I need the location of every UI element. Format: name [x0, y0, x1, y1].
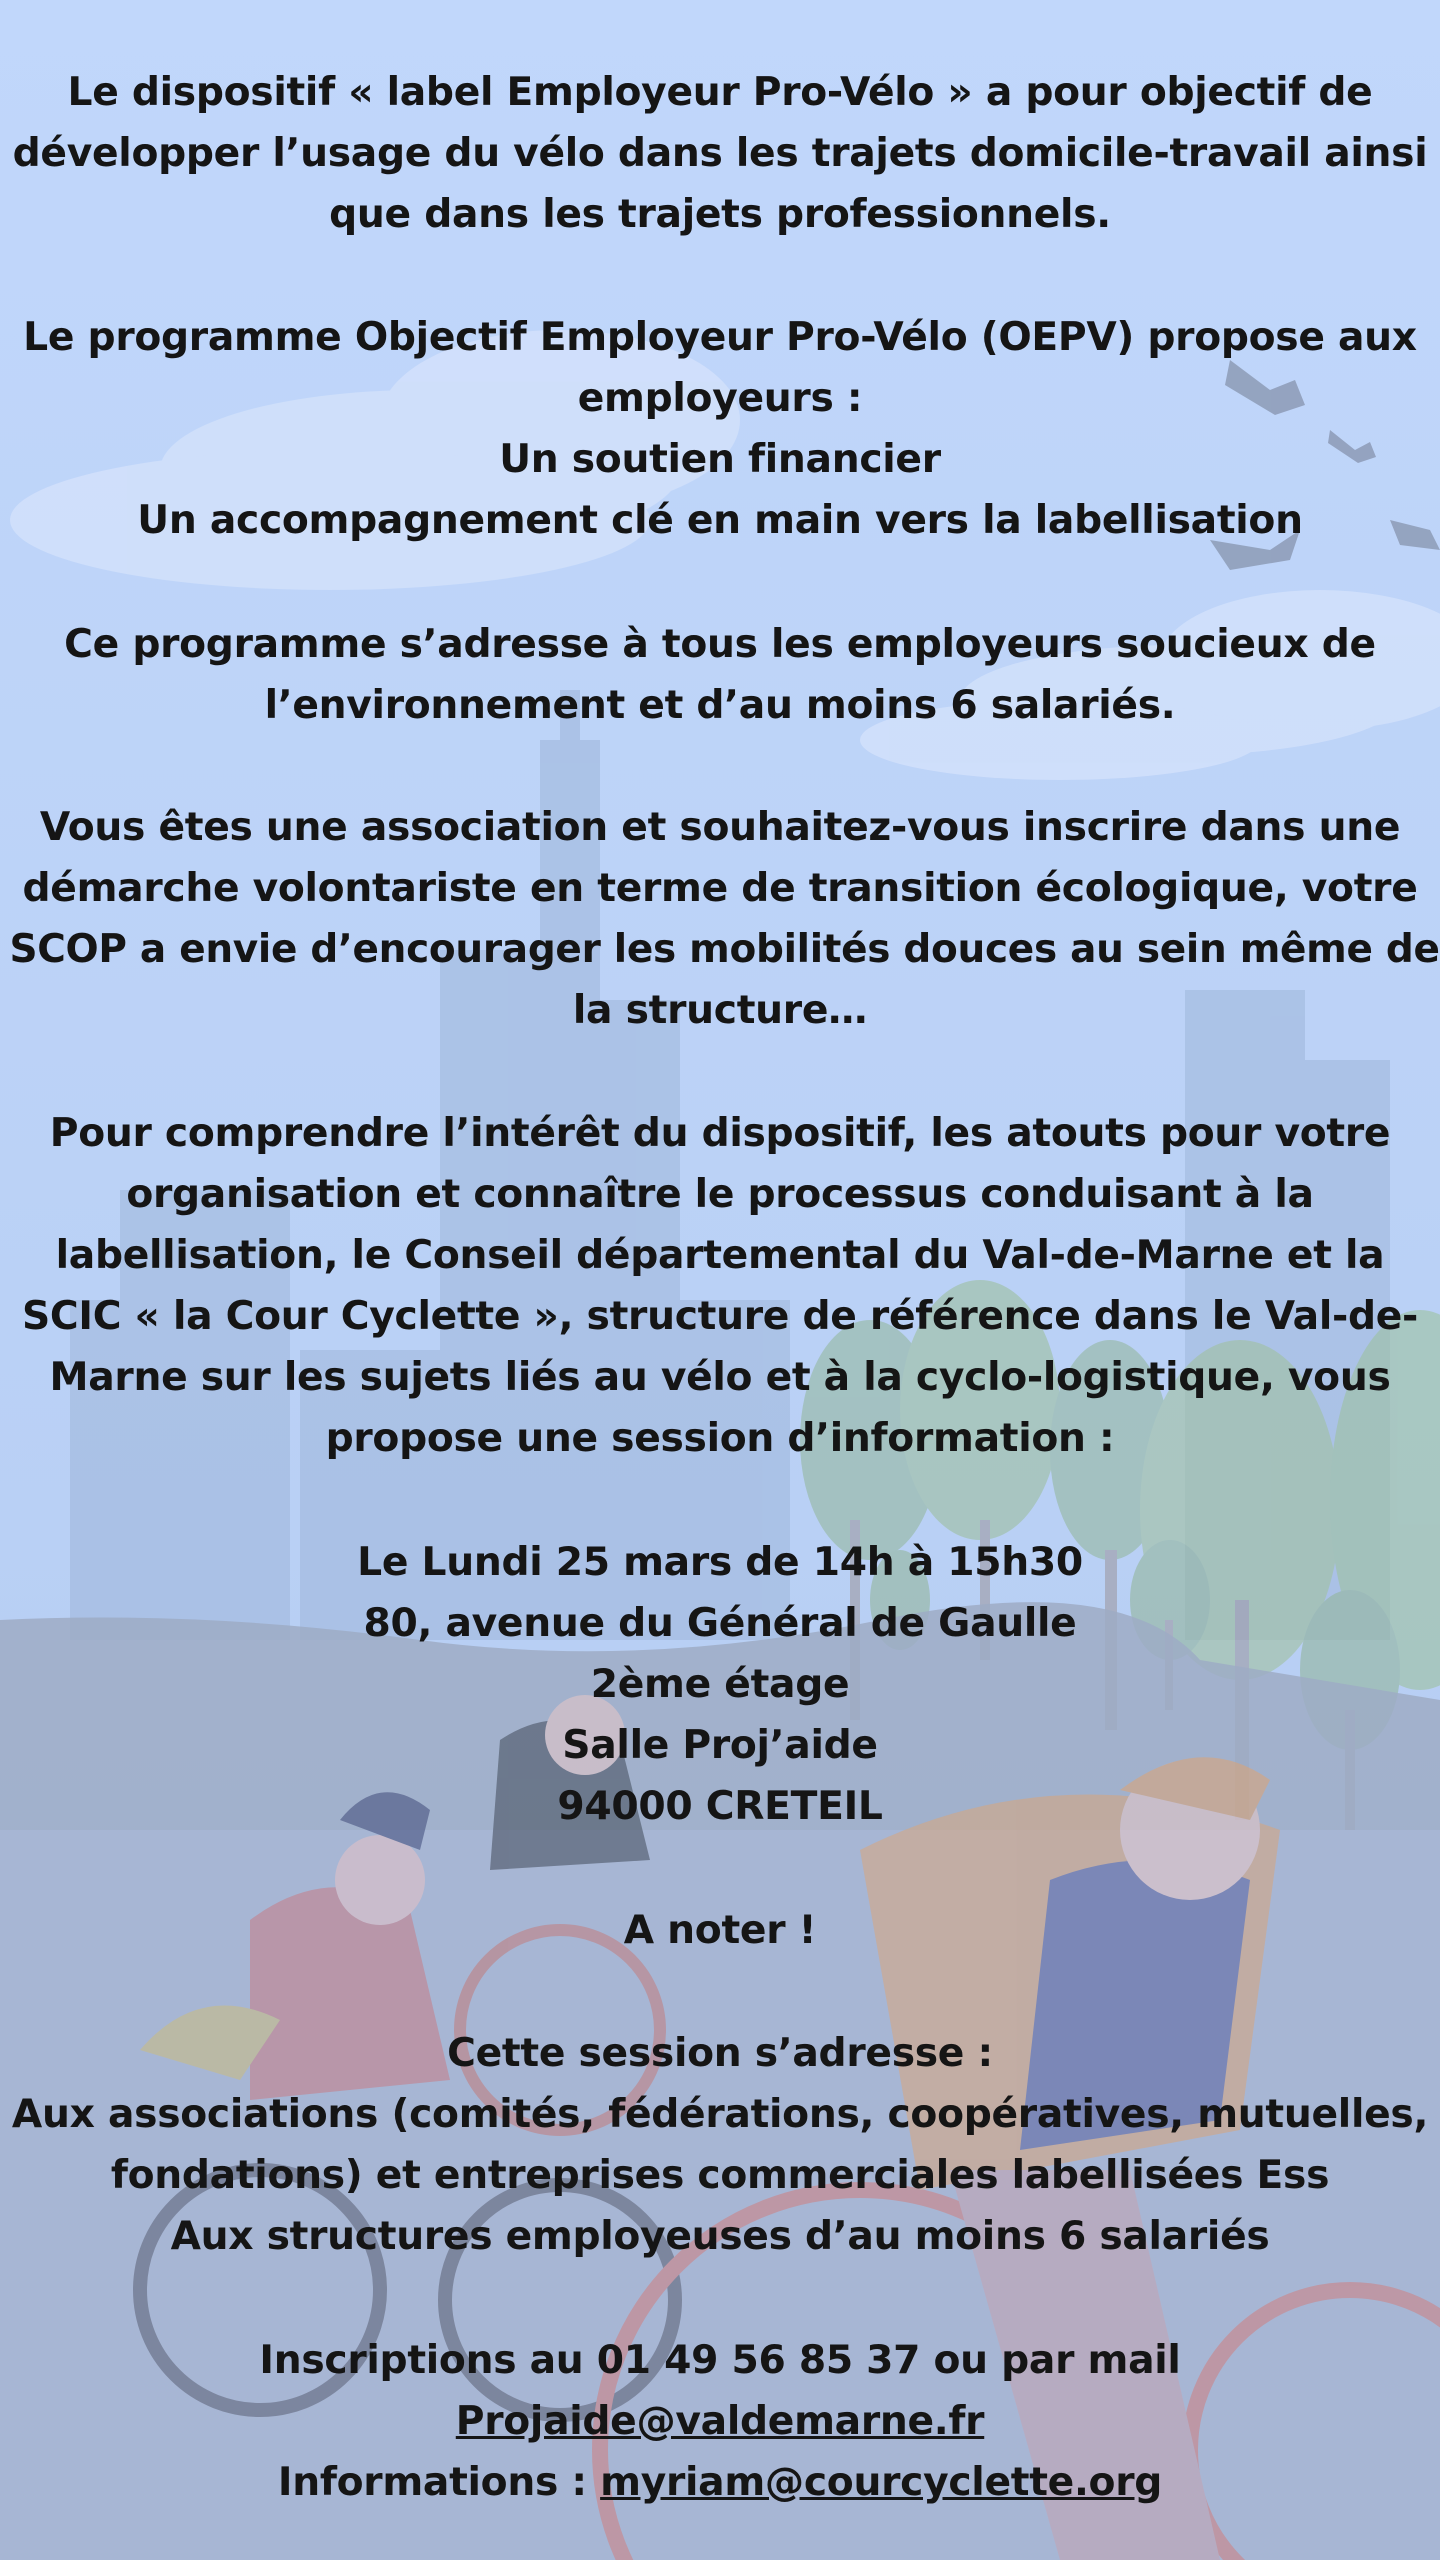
- text-line: Pour comprendre l’intérêt du dispositif, les atouts pour votre: [49, 1110, 1391, 1156]
- event-room: Salle Proj’aide: [562, 1722, 878, 1768]
- text-line: Marne sur les sujets liés au vélo et à la cyclo-logistique, vous: [49, 1354, 1391, 1400]
- text-line: Le dispositif « label Employeur Pro-Vélo » a pour objectif de: [67, 69, 1373, 115]
- target-paragraph: [0, 614, 1440, 736]
- intro-paragraph: [0, 62, 1440, 245]
- text-line: que dans les trajets professionnels.: [329, 191, 1111, 237]
- text-line: développer l’usage du vélo dans les trajets domicile-travail ainsi: [12, 130, 1428, 176]
- text-line: Aux structures employeuses d’au moins 6 salariés: [170, 2213, 1270, 2259]
- audience-paragraph: [0, 2023, 1440, 2267]
- text-line: labellisation, le Conseil départemental du Val-de-Marne et la: [55, 1232, 1385, 1278]
- text-line: Un accompagnement clé en main vers la labellisation: [137, 497, 1303, 543]
- info-label: Informations :: [277, 2459, 601, 2505]
- event-date: Le Lundi 25 mars de 14h à 15h30: [357, 1539, 1083, 1585]
- text-line: SCOP a envie d’encourager les mobilités douces au sein même de: [9, 926, 1440, 972]
- note-text: A noter !: [623, 1907, 817, 1953]
- event-city: 94000 CRETEIL: [557, 1783, 883, 1829]
- registration-email-link[interactable]: Projaide@valdemarne.fr: [455, 2398, 985, 2444]
- text-line: organisation et connaître le processus conduisant à la: [126, 1171, 1314, 1217]
- text-line: la structure…: [572, 987, 868, 1033]
- text-line: Aux associations (comités, fédérations, coopératives, mutuelles,: [11, 2091, 1429, 2137]
- event-floor: 2ème étage: [590, 1661, 850, 1707]
- info-session-paragraph: [0, 1103, 1440, 1469]
- text-line: propose une session d’information :: [325, 1415, 1115, 1461]
- text-line: Ce programme s’adresse à tous les employeurs soucieux de: [64, 621, 1376, 667]
- association-paragraph: [0, 797, 1440, 1041]
- text-line: SCIC « la Cour Cyclette », structure de référence dans le Val-de-: [21, 1293, 1419, 1339]
- text-line: employeurs :: [577, 375, 863, 421]
- text-line: Un soutien financier: [499, 436, 941, 482]
- text-line: Cette session s’adresse :: [447, 2030, 993, 2076]
- text-line: Le programme Objectif Employeur Pro-Vélo (OEPV) propose aux: [23, 314, 1417, 360]
- info-email-link[interactable]: myriam@courcyclette.org: [600, 2459, 1163, 2505]
- registration-text: Inscriptions au 01 49 56 85 37 ou par mail: [259, 2337, 1181, 2383]
- note-heading: [0, 1900, 1440, 1961]
- text-line: fondations) et entreprises commerciales labellisées Ess: [110, 2152, 1330, 2198]
- text-line: Vous êtes une association et souhaitez-vous inscrire dans une: [39, 804, 1401, 850]
- event-details: [0, 1532, 1440, 1837]
- event-address: 80, avenue du Général de Gaulle: [363, 1600, 1077, 1646]
- text-line: démarche volontariste en terme de transition écologique, votre: [22, 865, 1418, 911]
- contact-block: [0, 2330, 1440, 2513]
- text-line: l’environnement et d’au moins 6 salariés.: [264, 682, 1176, 728]
- programme-paragraph: [0, 307, 1440, 551]
